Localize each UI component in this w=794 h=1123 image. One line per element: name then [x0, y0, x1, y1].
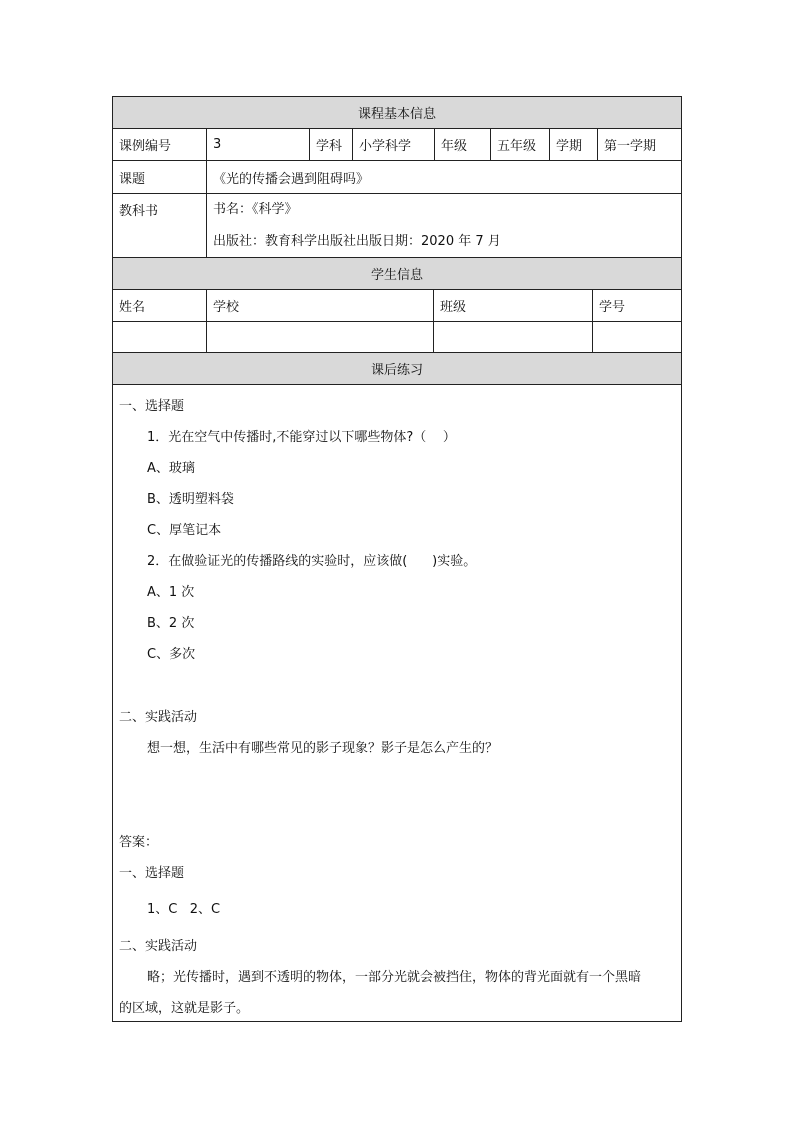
textbook-label: 教科书 — [113, 194, 207, 257]
subject-value: 小学科学 — [353, 129, 435, 160]
school-label: 学校 — [207, 290, 434, 321]
grade-value: 五年级 — [491, 129, 550, 160]
answer-section2-line1: 略；光传播时，遇到不透明的物体，一部分光就会被挡住，物体的背光面就有一个黑暗 — [147, 970, 642, 985]
topic-row — [113, 161, 681, 194]
answer-section1-title: 一、选择题 — [119, 866, 185, 881]
basic-info-title: 课程基本信息 — [357, 107, 436, 122]
student-id-label: 学号 — [599, 300, 626, 315]
publisher-info: 出版社：教育科学出版社出版日期：2020 年 7 月 — [213, 233, 501, 249]
name-blank-cell[interactable] — [113, 322, 207, 352]
answer-label: 答案： — [119, 835, 159, 850]
student-info-title: 学生信息 — [370, 268, 423, 283]
question-1-option-a: A、玻璃 — [147, 461, 195, 476]
question-1-option-b: B、透明塑料袋 — [147, 492, 234, 507]
topic-value: 《光的传播会遇到阻碍吗》 — [213, 171, 370, 187]
case-no-label: 课例编号 — [113, 129, 207, 160]
section1-title: 一、选择题 — [119, 399, 185, 414]
question-2-option-a: A、1 次 — [147, 585, 195, 600]
textbook-details — [207, 194, 681, 257]
exercise-body — [113, 385, 681, 1021]
topic-label: 课题 — [113, 161, 207, 193]
subject-label: 学科 — [310, 129, 353, 160]
question-2-option-b: B、2 次 — [147, 616, 195, 631]
student-info-header — [113, 258, 681, 290]
question-2: 2．在做验证光的传播路线的实验时，应该做( )实验。 — [147, 554, 477, 569]
lesson-sheet-table — [112, 96, 682, 1022]
question-1-option-c: C、厚笔记本 — [147, 523, 222, 538]
name-label: 姓名 — [113, 290, 207, 321]
class-blank-cell[interactable] — [434, 322, 593, 352]
section2-title: 二、实践活动 — [119, 710, 198, 725]
student-info-labels-row — [113, 290, 681, 322]
question-1: 1．光在空气中传播时,不能穿过以下哪些物体?（ ） — [147, 430, 456, 445]
term-value: 第一学期 — [604, 139, 657, 154]
answer-section1-content: 1、C 2、C — [147, 902, 221, 917]
exercise-header — [113, 353, 681, 385]
student-id-blank-cell[interactable] — [593, 322, 681, 352]
school-blank-cell[interactable] — [207, 322, 434, 352]
question-2-option-c: C、多次 — [147, 647, 196, 662]
book-name: 书名：《科学》 — [213, 201, 298, 217]
basic-info-header — [113, 97, 681, 129]
textbook-row — [113, 194, 681, 258]
term-label: 学期 — [550, 129, 598, 160]
student-info-blank-row — [113, 322, 681, 353]
basic-info-row — [113, 129, 681, 161]
case-no-value: 3 — [207, 129, 310, 160]
answer-section2-line2: 的区域，这就是影子。 — [119, 1001, 250, 1016]
answer-section2-title: 二、实践活动 — [119, 939, 198, 954]
class-label: 班级 — [434, 290, 593, 321]
grade-label: 年级 — [435, 129, 491, 160]
activity-prompt: 想一想，生活中有哪些常见的影子现象？影子是怎么产生的？ — [147, 741, 499, 756]
exercise-title: 课后练习 — [370, 363, 423, 378]
